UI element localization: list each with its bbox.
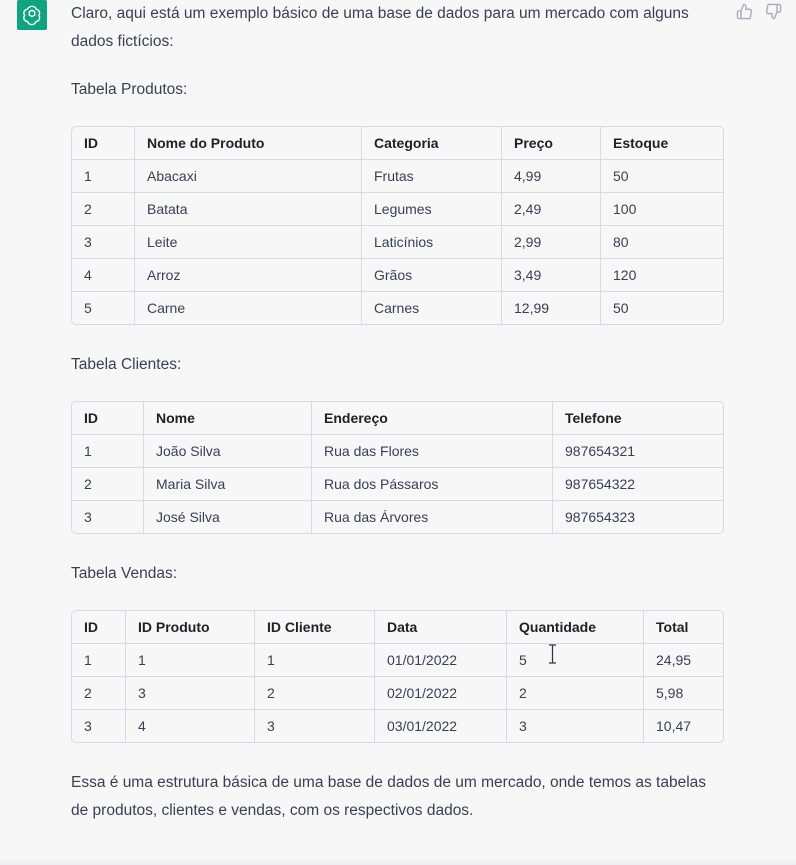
sales-table-wrapper (71, 610, 724, 743)
thumbs-up-button[interactable] (736, 3, 753, 20)
table-cell: 1 (72, 644, 126, 677)
table-cell: 5,98 (644, 677, 723, 710)
table-cell: Arroz (135, 259, 362, 292)
table-cell: 50 (601, 160, 723, 193)
table-row (72, 160, 723, 193)
table-cell: 3 (126, 677, 255, 710)
table-cell: 3 (507, 710, 644, 742)
table-row (72, 259, 723, 292)
feedback-buttons (736, 3, 782, 20)
table-header-cell: ID Cliente (255, 611, 375, 644)
message-content (71, 0, 724, 825)
products-table (71, 126, 724, 325)
sales-table-label: Tabela Vendas: (71, 565, 178, 582)
table-cell: 1 (72, 435, 144, 468)
table-header-row (72, 402, 723, 435)
table-cell: Rua dos Pássaros (312, 468, 553, 501)
table-row (72, 193, 723, 226)
table-cell: 987654322 (553, 468, 723, 501)
table-header-row (72, 127, 723, 160)
openai-logo-icon (21, 4, 43, 26)
table-row (72, 226, 723, 259)
table-cell: Grãos (362, 259, 502, 292)
table-cell: 01/01/2022 (375, 644, 507, 677)
table-cell: 10,47 (656, 718, 692, 734)
assistant-avatar (17, 0, 47, 30)
thumbs-down-icon (765, 3, 782, 20)
table-cell: Legumes (362, 193, 502, 226)
table-header-cell: Endereço (312, 402, 553, 435)
table-cell: 3 (72, 710, 126, 742)
table-row (72, 644, 723, 677)
table-row (72, 710, 723, 742)
table-cell: 1 (72, 160, 135, 193)
table-header-cell: Telefone (553, 402, 723, 435)
table-cell: 4 (126, 710, 255, 742)
table-header-cell: ID (72, 402, 144, 435)
table-cell: 120 (601, 259, 723, 292)
table-cell: 2 (507, 677, 644, 710)
table-header-cell: Quantidade (507, 611, 644, 644)
table-cell: 80 (601, 226, 723, 259)
table-row (72, 435, 723, 468)
table-cell: 2,49 (502, 193, 601, 226)
table-cell: Abacaxi (135, 160, 362, 193)
table-header-cell: ID Produto (126, 611, 255, 644)
clients-table (71, 401, 724, 534)
table-cell: Maria Silva (144, 468, 312, 501)
table-cell: 2,99 (502, 226, 601, 259)
text-cursor-icon (548, 644, 557, 664)
table-cell: 50 (613, 300, 629, 316)
table-cell: 5 (507, 644, 644, 677)
table-cell: João Silva (144, 435, 312, 468)
table-header-cell: Data (375, 611, 507, 644)
table-header-cell: Categoria (362, 127, 502, 160)
table-cell: 2 (255, 677, 375, 710)
table-cell: Rua das Flores (312, 435, 553, 468)
table-cell: 24,95 (644, 644, 723, 677)
table-cell: Leite (135, 226, 362, 259)
table-cell: 4,99 (502, 160, 601, 193)
table-cell: 3,49 (502, 259, 601, 292)
table-cell: 987654323 (565, 509, 636, 525)
table-cell: Laticínios (362, 226, 502, 259)
products-table-label: Tabela Produtos: (71, 81, 188, 98)
table-cell: Rua das Árvores (312, 501, 553, 533)
intro-text: Claro, aqui está um exemplo básico de uma base de dados para um mercado com alguns dados fictícios: (71, 5, 689, 50)
table-header-cell: ID (72, 611, 126, 644)
table-header-cell: Nome do Produto (135, 127, 362, 160)
thumbs-down-button[interactable] (765, 3, 782, 20)
table-header-row (72, 611, 723, 644)
table-cell: 5 (72, 292, 135, 324)
table-cell: 3 (72, 501, 144, 533)
table-header-cell: Total (644, 611, 723, 644)
table-row (72, 501, 723, 533)
bottom-fade (0, 859, 796, 865)
table-header-cell: Nome (144, 402, 312, 435)
clients-table-label: Tabela Clientes: (71, 356, 182, 373)
table-cell: Frutas (362, 160, 502, 193)
table-cell: Carne (135, 292, 362, 324)
table-cell: 100 (601, 193, 723, 226)
table-cell: 03/01/2022 (375, 710, 507, 742)
table-cell: 2 (72, 468, 144, 501)
table-cell: Batata (135, 193, 362, 226)
table-cell: 3 (255, 710, 375, 742)
table-cell: 12,99 (502, 292, 601, 324)
table-cell: 987654321 (553, 435, 723, 468)
table-row (72, 677, 723, 710)
table-cell: 3 (72, 226, 135, 259)
table-cell: Carnes (362, 292, 502, 324)
table-cell: 2 (72, 677, 126, 710)
thumbs-up-icon (736, 3, 753, 20)
table-cell: 2 (72, 193, 135, 226)
table-row (72, 468, 723, 501)
products-table-wrapper (71, 126, 724, 325)
table-cell: 1 (126, 644, 255, 677)
outro-text: Essa é uma estrutura básica de uma base de dados de um mercado, onde temos as tabelas de produtos, clientes e vendas, com os respectivos dados. (71, 774, 707, 819)
sales-table (71, 610, 724, 743)
table-cell: 4 (72, 259, 135, 292)
table-header-cell: ID (72, 127, 135, 160)
table-cell: José Silva (144, 501, 312, 533)
clients-table-wrapper (71, 401, 724, 534)
table-row (72, 292, 723, 324)
table-cell: 02/01/2022 (375, 677, 507, 710)
table-header-cell: Preço (502, 127, 601, 160)
table-header-cell: Estoque (601, 127, 723, 160)
table-cell: 1 (255, 644, 375, 677)
